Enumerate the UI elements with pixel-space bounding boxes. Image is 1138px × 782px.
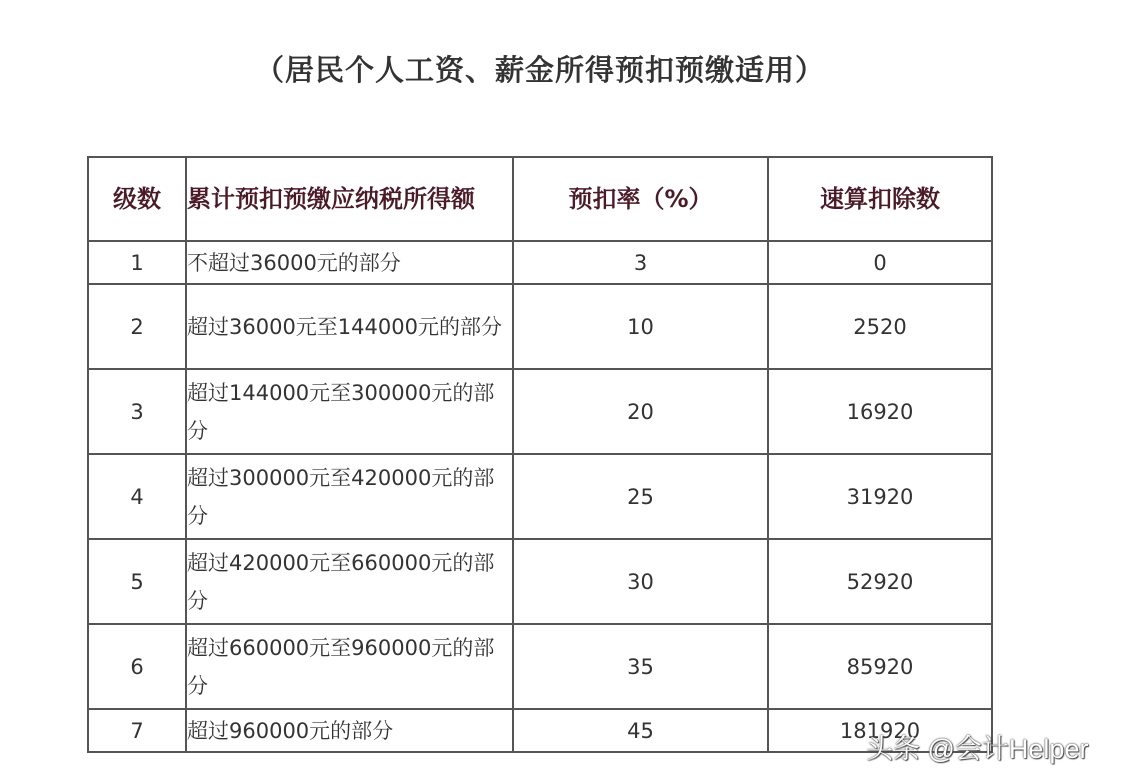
page-title: （居民个人工资、薪金所得预扣预缴适用） <box>254 53 825 87</box>
header-quick-deduction: 速算扣除数 <box>768 157 992 241</box>
table-row <box>88 539 992 624</box>
cell-amount: 超过960000元的部分 <box>186 709 513 752</box>
cell-amount: 超过300000元至420000元的部分 <box>186 454 513 539</box>
cell-level: 5 <box>88 539 186 624</box>
cell-rate: 35 <box>513 624 768 709</box>
header-level: 级数 <box>88 157 186 241</box>
cell-rate: 10 <box>513 284 768 369</box>
cell-level: 1 <box>88 241 186 284</box>
watermark: 头条 @会计Helper <box>866 734 1089 764</box>
cell-deduction: 31920 <box>768 454 992 539</box>
cell-rate: 30 <box>513 539 768 624</box>
cell-level: 3 <box>88 369 186 454</box>
cell-rate: 20 <box>513 369 768 454</box>
cell-amount: 超过660000元至960000元的部分 <box>186 624 513 709</box>
table-row <box>88 241 992 284</box>
cell-rate: 25 <box>513 454 768 539</box>
table-row <box>88 369 992 454</box>
table-row <box>88 624 992 709</box>
cell-amount: 超过144000元至300000元的部分 <box>186 369 513 454</box>
table-row <box>88 454 992 539</box>
header-rate: 预扣率（%） <box>513 157 768 241</box>
table-header-row <box>88 157 992 241</box>
cell-level: 2 <box>88 284 186 369</box>
cell-deduction: 16920 <box>768 369 992 454</box>
cell-deduction: 52920 <box>768 539 992 624</box>
table-row <box>88 709 992 752</box>
cell-deduction: 85920 <box>768 624 992 709</box>
cell-amount: 超过36000元至144000元的部分 <box>186 284 513 369</box>
cell-amount: 不超过36000元的部分 <box>186 241 513 284</box>
cell-deduction: 2520 <box>768 284 992 369</box>
cell-level: 4 <box>88 454 186 539</box>
cell-level: 6 <box>88 624 186 709</box>
cell-deduction: 181920 <box>768 709 992 752</box>
table-row <box>88 284 992 369</box>
cell-deduction: 0 <box>768 241 992 284</box>
cell-rate: 3 <box>513 241 768 284</box>
cell-rate: 45 <box>513 709 768 752</box>
header-taxable-amount: 累计预扣预缴应纳税所得额 <box>186 157 513 241</box>
tax-rate-table <box>87 156 993 753</box>
cell-level: 7 <box>88 709 186 752</box>
cell-amount: 超过420000元至660000元的部分 <box>186 539 513 624</box>
